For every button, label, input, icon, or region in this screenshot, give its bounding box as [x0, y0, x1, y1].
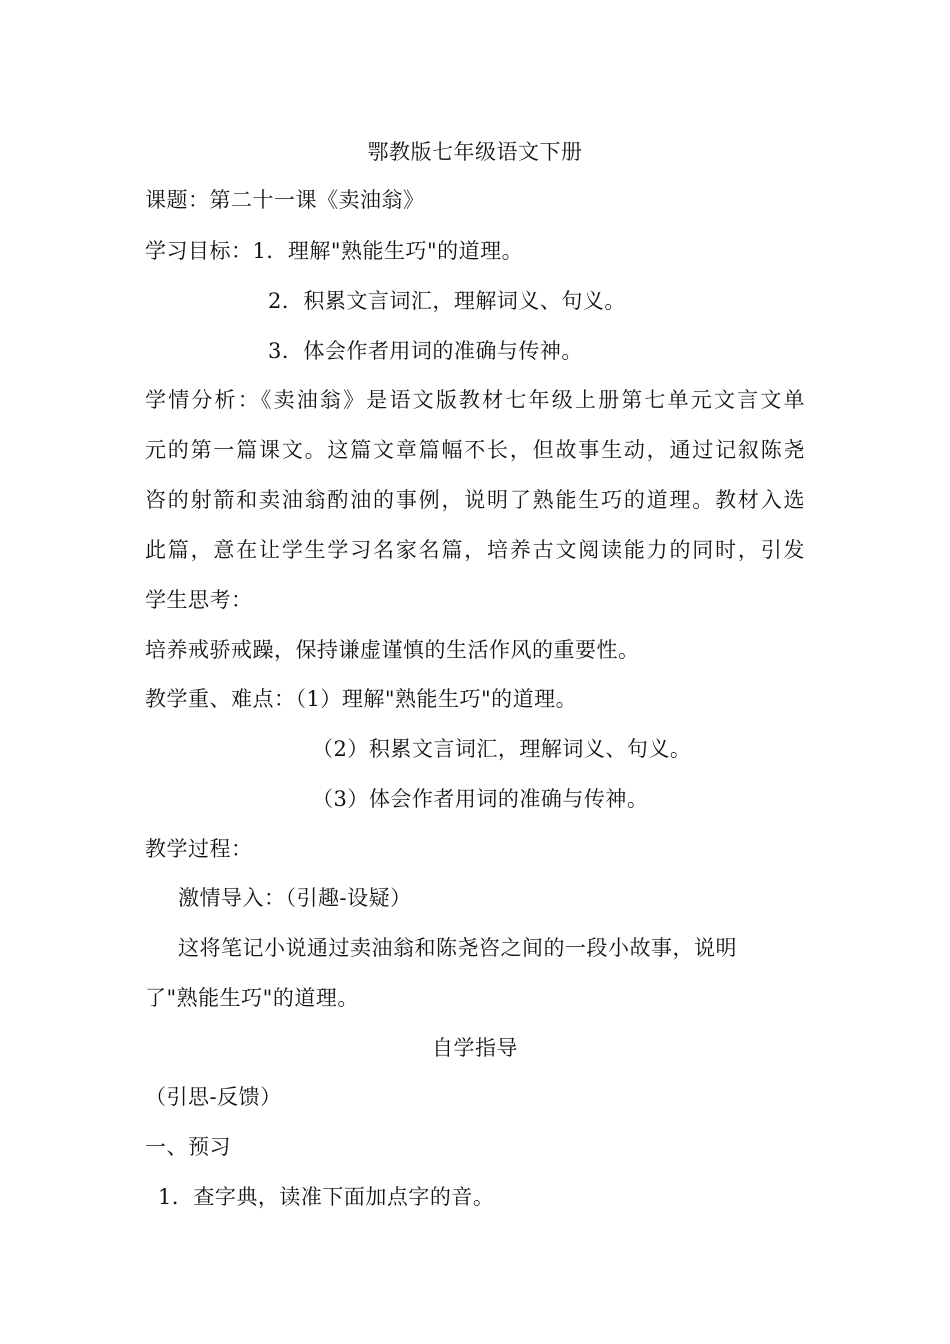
analysis-line-3: 咨的射箭和卖油翁酌油的事例，说明了熟能生巧的道理。教材入选	[145, 488, 805, 512]
self-study-sub: （引思-反馈）	[145, 1085, 282, 1109]
self-study-heading: 自学指导	[432, 1036, 518, 1060]
key-point-line-3: （3）体会作者用词的准确与传神。	[312, 787, 649, 811]
analysis-line-6: 培养戒骄戒躁，保持谦虚谨慎的生活作风的重要性。	[145, 638, 640, 662]
preview-section-heading: 一、预习	[145, 1135, 231, 1159]
lesson-topic: 课题：第二十一课《卖油翁》	[145, 188, 425, 212]
intro-line-2: 了"熟能生巧"的道理。	[145, 986, 359, 1010]
document-title: 鄂教版七年级语文下册	[367, 140, 583, 164]
analysis-line-4: 此篇，意在让学生学习名家名篇，培养古文阅读能力的同时，引发	[145, 538, 805, 562]
analysis-line-5: 学生思考：	[145, 588, 253, 612]
goal-line-1: 学习目标：1．理解"熟能生巧"的道理。	[145, 239, 524, 263]
analysis-line-1: 学情分析：《卖油翁》是语文版教材七年级上册第七单元文言文单	[145, 388, 805, 412]
goal-line-2: 2．积累文言词汇，理解词义、句义。	[268, 289, 626, 313]
key-point-line-2: （2）积累文言词汇，理解词义、句义。	[312, 737, 692, 761]
goal-line-3: 3．体会作者用词的准确与传神。	[268, 339, 583, 363]
intro-line-1: 这将笔记小说通过卖油翁和陈尧咨之间的一段小故事，说明	[178, 936, 737, 960]
key-point-line-1: 教学重、难点：（1）理解"熟能生巧"的道理。	[145, 687, 578, 711]
preview-item-1: 1．查字典，读准下面加点字的音。	[158, 1185, 495, 1209]
process-heading: 教学过程：	[145, 837, 253, 861]
analysis-line-2: 元的第一篇课文。这篇文章篇幅不长，但故事生动，通过记叙陈尧	[145, 438, 805, 462]
intro-label: 激情导入：（引趣-设疑）	[178, 886, 412, 910]
